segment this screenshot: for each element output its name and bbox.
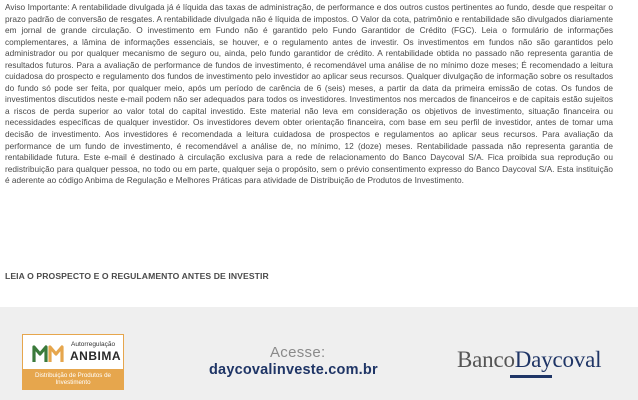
banco-daycoval-logo [457, 347, 601, 373]
website-link[interactable]: daycovalinveste.com.br [209, 362, 378, 378]
logo-word-daycoval: Daycoval [514, 347, 602, 372]
anbima-logo-icon [32, 343, 66, 363]
acesse-label: Acesse: [270, 344, 326, 361]
anbima-name: ANBIMA [70, 349, 121, 363]
anbima-band-label: Distribuição de Produtos de Investimento [23, 369, 123, 389]
disclaimer-text: Aviso Importante: A rentabilidade divulgada já é líquida das taxas de administração, de performance e dos outros custos pertinentes ao fundo, desde que respeitar o prazo padrão de conversão de resgates. A rentabilidade divulgada não é líquida de impostos. O Valor da cota, patrimônio e rentabilidade são divulgados diariamente em jornal de grande circulação. O investimento em Fundo não é garantido pelo Fundo Garantidor de Crédito (FGC). Leia o formulário de informações complementares, a lâmina de informações essenciais, se houver, e o regulamento antes de investir. Os investimentos em fundos não são garantidos pelo administrador ou por qualquer mecanismo de seguro ou, ainda, pelo fundo garantidor de crédito. A rentabilidade obtida no passado não representa garantia de resultados futuros. Para a avaliação de performance de fundos de investimento, é recomendável uma análise de no mínimo doze meses; É recomendado a leitura cuidadosa do prospecto e regulamento dos fundos de investimento pelo investidor ao aplicar seus recursos. Qualquer divulgação de informação sobre os resultados do fundo só pode ser feita, por qualquer meio, após um período de carência de 6 (seis) meses, a partir da data da primeira emissão de cotas. Os fundos de investimentos discutidos neste e-mail podem não ser adequados para todos os investidores. Investimentos nos mercados de financeiros e de capitais estão sujeitos a riscos de perda superior ao valor total do capital investido. Este material não leva em consideração os objetivos de investimento, situação financeira ou necessidades específicas de qualquer investidor. Os investidores devem obter orientação financeira, com base em seu perfil de investidor, antes de tomar uma decisão de investimento. Aos investidores é recomendada a leitura cuidadosa de prospectos e regulamentos ao aplicar seus recursos. Para avaliação da performance de um fundo de investimento, é recomendável a análise de, no mínimo, 12 (doze) meses. Rentabilidade passada não representa garantia de rentabilidade futura. Este e-mail é destinado à circulação exclusiva para a rede de relacionamento do Banco Daycoval S/A. Fica proibida sua reprodução ou redistribuição para qualquer pessoa, no todo ou em parte, qualquer seja o propósito, sem o prévio consentimento expresso do Banco Daycoval S/A. Esta instituição é aderente ao código Anbima de Regulação e Melhores Práticas para atividade de Distribuição de Produtos de Investimento. [5, 2, 613, 186]
prospectus-notice: LEIA O PROSPECTO E O REGULAMENTO ANTES DE INVESTIR [5, 271, 269, 281]
footer [0, 307, 638, 400]
anbima-auto-label: Autorregulação [71, 341, 116, 348]
anbima-seal [22, 334, 124, 390]
logo-word-banco: Banco [457, 347, 515, 372]
logo-underline-bar [510, 375, 552, 378]
